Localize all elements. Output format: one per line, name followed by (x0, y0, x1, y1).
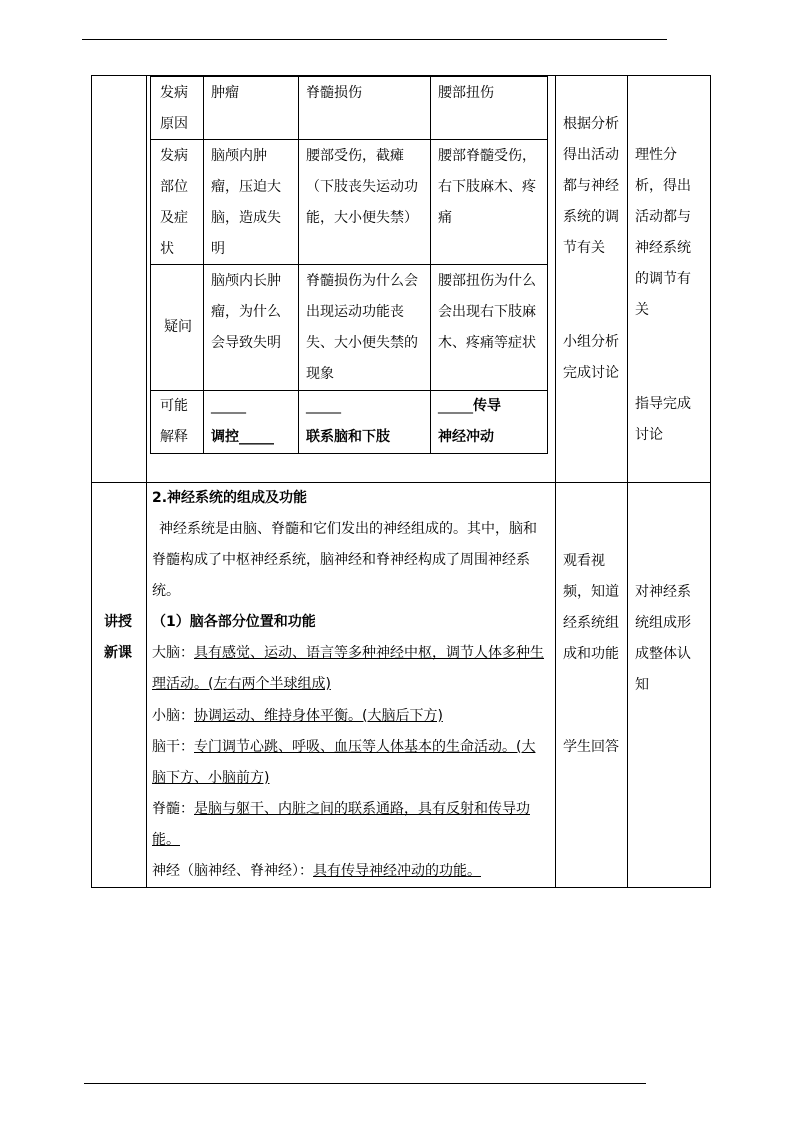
question-spinal-injury: 脊髓损伤为什么会出现运动功能丧失、大小便失禁的现象 (306, 273, 418, 382)
question-waist-sprain: 腰部扭伤为什么会出现右下肢麻木、疼痛等症状 (438, 273, 536, 351)
brain-item-cerebrum: 大脑：具有感觉、运动、语言等多种神经中枢，调节人体多种生理活动。(左右两个半球组成) (152, 645, 544, 692)
explanation-waist-sprain: _____传导 神经冲动 (438, 398, 501, 445)
row-label-symptom: 发病部位及症状 (160, 148, 188, 257)
student-activity-bottom-2: 学生回答 (563, 739, 619, 755)
row-label-question: 疑问 (164, 319, 192, 335)
section-label: 讲授新课 (104, 614, 132, 661)
row-label-cause: 发病原因 (160, 85, 188, 132)
student-activity-bottom-1: 观看视频，知道经系统组成和功能 (563, 553, 619, 662)
cause-spinal-injury: 脊髓损伤 (306, 85, 362, 101)
brain-item-cerebellum: 小脑：协调运动、维持身体平衡。(大脑后下方) (152, 708, 443, 724)
teacher-intent-top-1: 理性分析，得出活动都与神经系统的调节有关 (635, 147, 691, 318)
symptom-tumor: 脑颅内肿瘤，压迫大脑，造成失明 (211, 148, 281, 257)
teacher-intent-top-2: 指导完成讨论 (635, 396, 691, 443)
content-intro: 神经系统是由脑、脊髓和它们发出的神经组成的。其中，脑和脊髓构成了中枢神经系统，脑神经和脊神经构成了周围神经系统。 (152, 521, 537, 599)
footer-rule (84, 1083, 646, 1084)
student-activity-top-2: 小组分析完成讨论 (563, 334, 619, 381)
brain-item-brainstem: 脑干：专门调节心跳、呼吸、血压等人体基本的生命活动。(大脑下方、小脑前方) (152, 739, 536, 786)
explanation-spinal-injury: _____ 联系脑和下肢 (306, 398, 390, 445)
cause-waist-sprain: 腰部扭伤 (438, 85, 494, 101)
student-activity-top-1: 根据分析得出活动都与神经系统的调节有关 (563, 116, 619, 256)
explanation-tumor: _____ 调控_____ (211, 398, 274, 445)
brain-item-nerves: 神经（脑神经、脊神经）：具有传导神经冲动的功能。 (152, 863, 481, 879)
teacher-intent-bottom-1: 对神经系统组成形成整体认知 (635, 584, 691, 693)
symptom-waist-sprain: 腰部脊髓受伤，右下肢麻木、疼痛 (438, 148, 536, 226)
symptom-spinal-injury: 腰部受伤，截瘫（下肢丧失运动功能，大小便失禁） (306, 148, 418, 226)
content-sub-heading: （1）脑各部分位置和功能 (152, 614, 316, 630)
content-heading: 2.神经系统的组成及功能 (152, 490, 308, 506)
question-tumor: 脑颅内长肿瘤，为什么会导致失明 (211, 273, 281, 351)
header-rule (82, 39, 667, 40)
row-label-explanation: 可能解释 (160, 398, 188, 445)
brain-item-spinal-cord: 脊髓：是脑与躯干、内脏之间的联系通路，具有反射和传导功能。 (152, 801, 530, 848)
cause-tumor: 肿瘤 (211, 85, 239, 101)
